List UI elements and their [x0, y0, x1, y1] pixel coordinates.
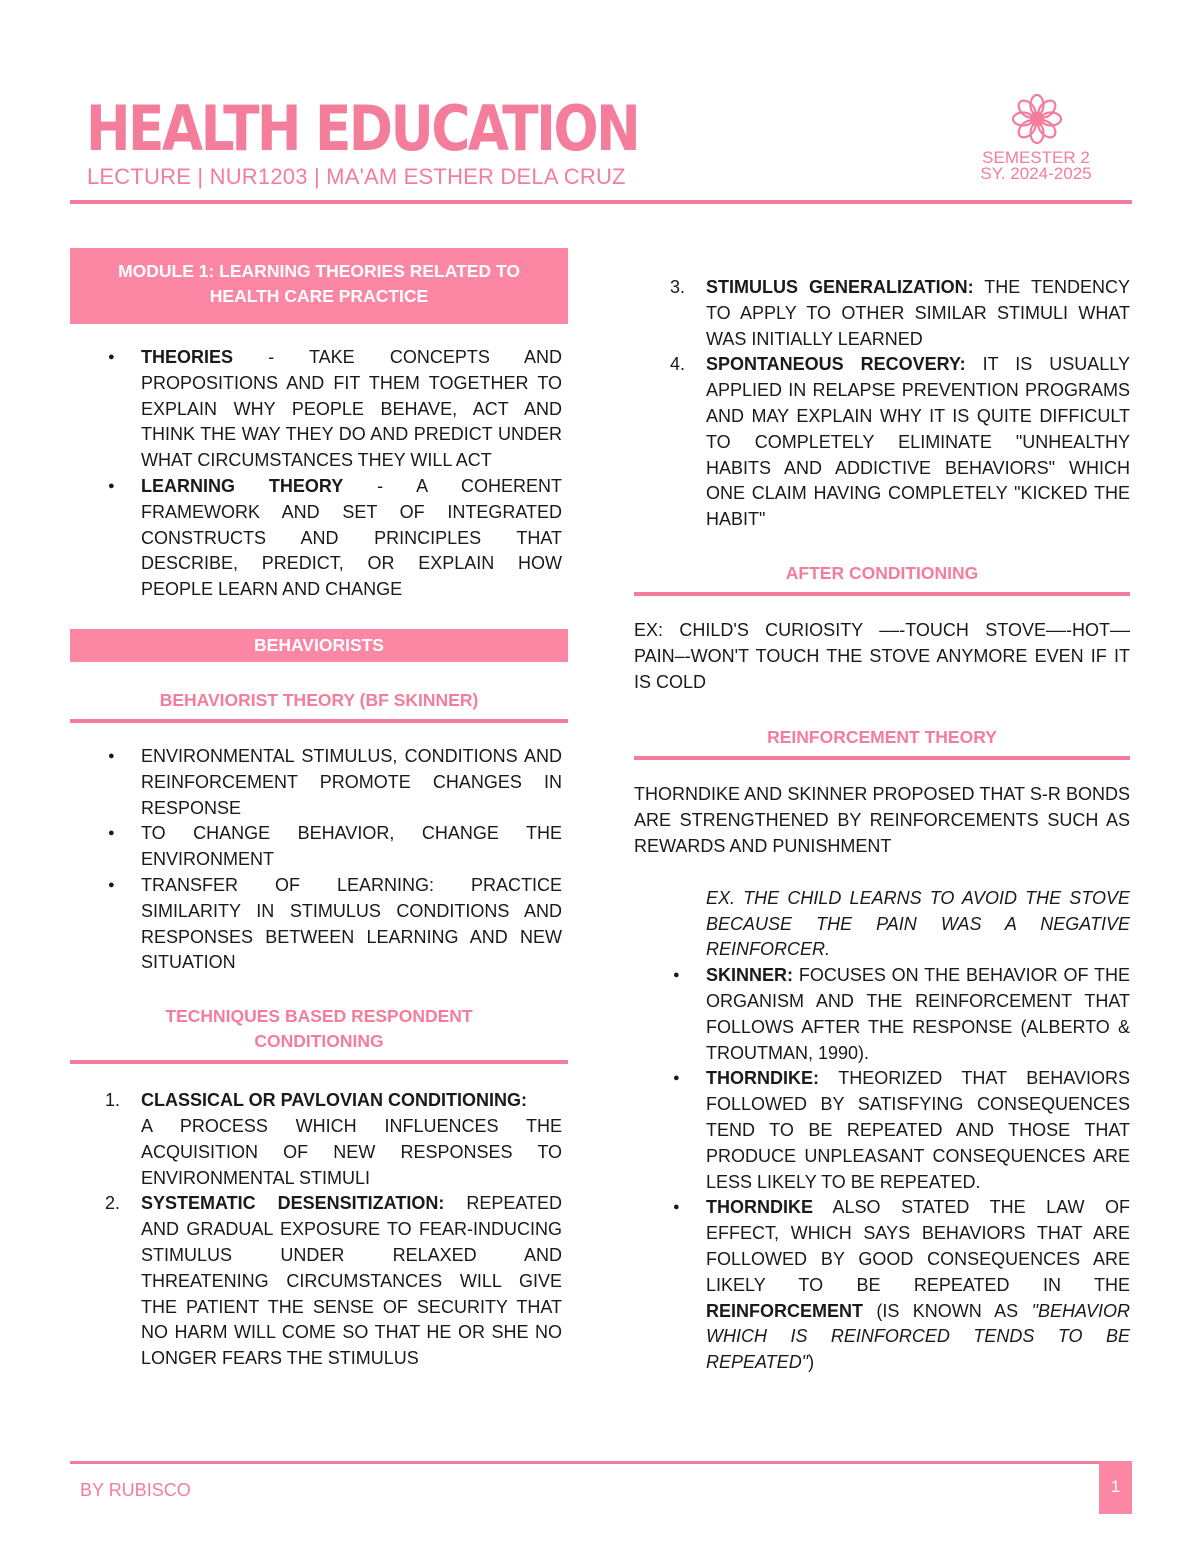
reinforcement-text: THORNDIKE AND SKINNER PROPOSED THAT S-R BONDS ARE STRENGTHENED BY REINFORCEMENTS SUCH AS REWARDS AND PUNISHMENT [634, 784, 1130, 856]
after-conditioning-heading: AFTER CONDITIONING [634, 561, 1130, 596]
definition-text: A PROCESS WHICH INFLUENCES THE ACQUISITION OF NEW RESPONSES TO ENVIRONMENTAL STIMULI [141, 1115, 562, 1188]
left-column [70, 248, 568, 1372]
module-title: MODULE 1: LEARNING THEORIES RELATED TO HEALTH CARE PRACTICE [70, 248, 568, 324]
definition-text: (IS KNOWN AS [863, 1300, 1032, 1321]
reinforcement-theory-heading: REINFORCEMENT THEORY [634, 725, 1130, 760]
definition-text: THEORIZED THAT BEHAVIORS FOLLOWED BY SATISFYING CONSEQUENCES TEND TO BE REPEATED AND THOSE THAT PRODUCE UNPLEASANT CONSEQUENCES ARE LESS LIKELY TO BE REPEATED. [706, 1068, 1130, 1192]
list-item [706, 1195, 1130, 1376]
reinforcement-example: EX. THE CHILD LEARNS TO AVOID THE STOVE BECAUSE THE PAIN WAS A NEGATIVE REINFORCER. [706, 887, 1130, 960]
list-item: ● TRANSFER OF LEARNING: PRACTICE SIMILARITY IN STIMULUS CONDITIONS AND RESPONSES BETWEEN LEARNING AND NEW SITUATION [141, 873, 562, 976]
term-label: SPONTANEOUS RECOVERY: [706, 354, 966, 375]
list-item [670, 275, 1130, 352]
list-item [141, 474, 562, 603]
reinforcement-list [706, 963, 1130, 1376]
definition-text: REPEATED AND GRADUAL EXPOSURE TO FEAR-INDUCING STIMULUS UNDER RELAXED AND THREATENING CIRCUMSTANCES WILL GIVE THE PATIENT THE SENSE OF SECURITY THAT NO HARM WILL COME SO THAT HE OR SHE NO LONGER FEARS THE STIMULUS [141, 1193, 562, 1369]
term-label: STIMULUS GENERALIZATION: [706, 277, 974, 297]
semester-info [950, 150, 1122, 182]
term-label: THORNDIKE: [706, 1068, 819, 1089]
definition-text: - A COHERENT FRAMEWORK AND SET OF INTEGRATED CONSTRUCTS AND PRINCIPLES THAT DESCRIBE, PREDICT, OR EXPLAIN HOW PEOPLE LEARN AND CHANGE [141, 475, 562, 600]
semester-label: SEMESTER 2 [982, 148, 1090, 167]
list-item [706, 1066, 1130, 1195]
list-item: ● TO CHANGE BEHAVIOR, CHANGE THE ENVIRONMENT [141, 821, 562, 873]
course-subtitle: LECTURE | NUR1203 | MA'AM ESTHER DELA CRUZ [87, 164, 626, 189]
page-number: 1 [1099, 1461, 1132, 1514]
list-number: 1. [105, 1090, 121, 1111]
definition-text: FOCUSES ON THE BEHAVIOR OF THE ORGANISM AND THE REINFORCEMENT THAT FOLLOWS AFTER THE RESPONSE (ALBERTO & TROUTMAN, 1990). [706, 965, 1130, 1063]
footer-author: BY RUBISCO [80, 1480, 191, 1500]
list-number: 3. [670, 277, 686, 297]
term-label: CLASSICAL OR PAVLOVIAN CONDITIONING: [141, 1090, 528, 1111]
flower-icon [1011, 93, 1063, 145]
term-label: THORNDIKE [706, 1197, 813, 1218]
list-item [105, 1191, 562, 1372]
list-number: 4. [670, 354, 686, 375]
list-item [670, 352, 1130, 533]
behaviorist-list [141, 744, 562, 976]
definition-text: ) [808, 1352, 815, 1373]
techniques-list [105, 1088, 562, 1372]
techniques-heading: TECHNIQUES BASED RESPONDENT CONDITIONING [70, 1004, 568, 1064]
list-item [141, 345, 562, 474]
definition-text: IT IS USUALLY APPLIED IN RELAPSE PREVENTION PROGRAMS AND MAY EXPLAIN WHY IT IS QUITE DIFFICULT TO COMPLETELY ELIMINATE "UNHEALTHY HABITS AND ADDICTIVE BEHAVIORS" WHICH ONE CLAIM HAVING COMPLETELY "KICKED THE HABIT" [706, 354, 1130, 530]
term-label: SKINNER: [706, 965, 794, 986]
definition-text: ALSO STATED THE LAW OF EFFECT, WHICH SAYS BEHAVIORS THAT ARE FOLLOWED BY GOOD CONSEQUENCES ARE LIKELY TO BE REPEATED IN THE [706, 1197, 1130, 1295]
list-item [706, 963, 1130, 1066]
list-number: 2. [105, 1193, 121, 1214]
term-label: SYSTEMATIC DESENSITIZATION: [141, 1193, 445, 1214]
term-label: LEARNING THEORY [141, 475, 344, 496]
intro-list [141, 345, 562, 603]
after-conditioning-example: EX: CHILD'S CURIOSITY ––-TOUCH STOVE––-HOT––PAIN–-WON'T TOUCH THE STOVE ANYMORE EVEN IF IT IS COLD [634, 619, 1130, 692]
behaviorists-band: BEHAVIORISTS [70, 629, 568, 662]
page-title: HEALTH EDUCATION [86, 92, 639, 165]
school-year-label: SY. 2024-2025 [980, 164, 1092, 183]
footer-divider [70, 1461, 1132, 1464]
term-label: REINFORCEMENT [706, 1300, 863, 1321]
list-item [105, 1088, 562, 1191]
definition-text: - TAKE CONCEPTS AND PROPOSITIONS AND FIT THEM TOGETHER TO EXPLAIN WHY PEOPLE BEHAVE, ACT AND THINK THE WAY THEY DO AND PREDICT UNDER WHAT CIRCUMSTANCES THEY WILL ACT [141, 347, 562, 471]
definition-text: THE TENDENCY TO APPLY TO OTHER SIMILAR STIMULI WHAT WAS INITIALLY LEARNED [706, 277, 1130, 349]
techniques-list-continued [670, 275, 1130, 533]
quote-text: "BEHAVIOR WHICH IS REINFORCED TENDS TO BE REPEATED" [706, 1300, 1130, 1373]
right-column [634, 275, 1130, 1376]
term-label: THEORIES [141, 347, 234, 367]
behaviorist-theory-heading: BEHAVIORIST THEORY (BF SKINNER) [70, 688, 568, 723]
list-item: ● ENVIRONMENTAL STIMULUS, CONDITIONS AND REINFORCEMENT PROMOTE CHANGES IN RESPONSE [141, 744, 562, 821]
header-divider [70, 200, 1132, 204]
